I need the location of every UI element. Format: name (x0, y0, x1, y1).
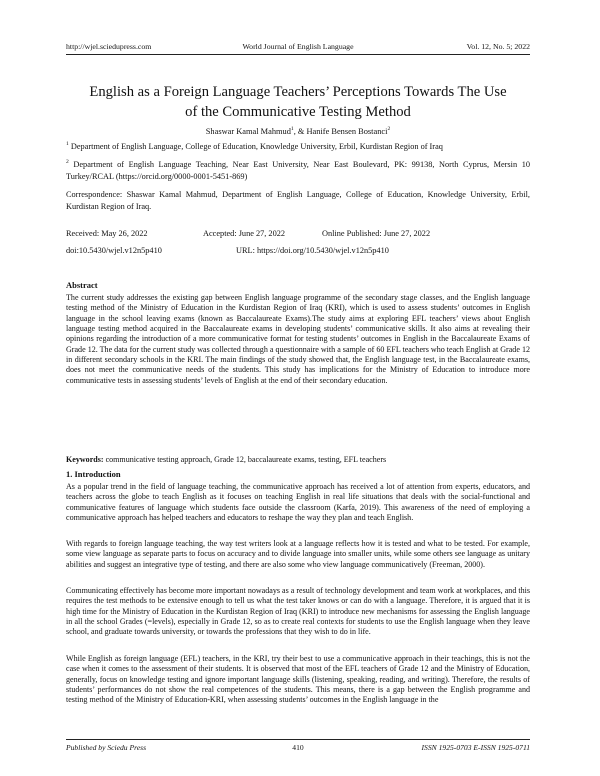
author-1-affiliation-mark: 1 (290, 126, 294, 133)
intro-paragraph-4: While English as foreign language (EFL) teachers, in the KRI, try their best to use a communicative approach in their teachings, this is not the case when it comes to the assessment of their students. It is observed that most of the EFL teachers of Grade 12 and the Ministry of Education, generally, focus on knowledge testing and ignore important language skills (listening, speaking, reading, and writing). Therefore, the results of students’ performances do not show the real competences of the students. This means, there is a gap between the English programme and testing method of the Ministry of Education-KRI, when assessing students’ outcomes in the English language in the (66, 654, 530, 705)
received-date: Received: May 26, 2022 (66, 229, 148, 238)
author-2: Hanife Bensen Bostanci (306, 127, 388, 136)
affiliation-1-text: Department of English Language, College of Education, Knowledge University, Erbil, Kurdistan Region of Iraq (68, 142, 443, 151)
footer-rule (66, 739, 530, 740)
accepted-date: Accepted: June 27, 2022 (203, 229, 286, 238)
keywords-label: Keywords: (66, 455, 104, 464)
affiliation-2-text: Department of English Language Teaching, Near East University, Near East Boulevard, PK: 99138, North Cyprus, Mersin 10 Turkey/RCAL (https://orcid.org/0000-0001-5451-869) (66, 160, 530, 181)
abstract-heading: Abstract (66, 280, 98, 290)
keywords-text: communicative testing approach, Grade 12, baccalaureate exams, testing, EFL teachers (103, 455, 387, 464)
doi-url[interactable]: URL: https://doi.org/10.5430/wjel.v12n5p410 (236, 246, 389, 255)
journal-url[interactable]: http://wjel.sciedupress.com (66, 42, 152, 51)
intro-paragraph-3: Communicating effectively has become more important nowadays as a result of technology development and team work at workplaces, and this requires the test methods to be extensive enough to tell us what the test taker knows or can do with a language. Therefore, it is argued that it is high time for the Ministry of Education in the Kurdistan Region of Iraq (KRI) to introduce new mechanisms for assessing the English language in all the school Grades (=levels), especially in Grade 12, so as to create real contexts for students to use the English language when they leave school, and graduate towards university, or towards the professions that they wish to do in life. (66, 586, 530, 637)
title-line-2: of the Communicative Testing Method (185, 104, 411, 120)
title-line-1: English as a Foreign Language Teachers’ Perceptions Towards The Use (89, 84, 507, 100)
keywords (66, 454, 530, 465)
intro-paragraph-2: With regards to foreign language teaching, the way test writers look at a language reflects how it is tested and what to be tested. For example, some view language as separate parts to focus on accuracy and to divide language into smaller units, while some others see language as unitary abilities and suggest an integrative type of testing, and there are also some who view language communicatively (Freeman, 2000). (66, 539, 530, 569)
journal-name: World Journal of English Language (242, 42, 354, 51)
author-list (66, 126, 530, 138)
abstract-body: The current study addresses the existing gap between English language programme of the secondary stage classes, and the English language testing method of the Ministry of Education in the Kurdistan Region of Iraq (KRI), which is used to assess students’ outcomes in English language in the school leaving exams (known as Baccalaureate Exams).The study aims at exploring EFL teachers’ views about English language testing method acquired in the Baccalaureate exams in developing students’ communicative skills. It also aims at revealing their opinions regarding the introduction of a more communicative format for testing students’ outcomes in English in the Baccalaureate Exams of Grade 12. The data for the current study was collected through a questionnaire with a sample of 60 EFL teachers who teach English at Grade 12 in different secondary schools in the KRI. The main findings of the study showed that, the English language test, in the Baccalaureate exams, does not meet the communicative needs of the students. This study has implications for the Ministry of Education to introduce more communicative tests in assessing students’ levels of English at the end of their secondary education. (66, 293, 530, 385)
paper-title (66, 82, 530, 122)
affiliation-2-mark: 2 (66, 159, 69, 166)
header-rule (66, 54, 530, 55)
section-heading-introduction: 1. Introduction (66, 469, 121, 479)
issue-info: Vol. 12, No. 5; 2022 (466, 42, 530, 51)
doi-line (66, 245, 530, 257)
doi[interactable]: doi:10.5430/wjel.v12n5p410 (66, 246, 162, 255)
correspondence: Correspondence: Shaswar Kamal Mahmud, Department of English Language, College of Education, Knowledge University, Erbil, Kurdistan Region of Iraq. (66, 190, 530, 211)
affiliation-2 (66, 159, 530, 182)
intro-paragraph-1: As a popular trend in the field of language teaching, the communicative approach has received a lot of attention from experts, educators, and teachers across the globe to teach English as it focuses on teaching English in real life situations that deals with the social-functional and communicative features of language which students face outside the classroom (Karfa, 2019). This awareness of the need of employing a communicative approach has helped teachers and educators to reshape the way they plan and teach English. (66, 482, 530, 523)
publication-dates (66, 228, 530, 240)
running-header (66, 41, 530, 53)
author-2-affiliation-mark: 2 (387, 126, 391, 133)
page-number: 410 (292, 743, 304, 752)
author-1: Shaswar Kamal Mahmud (205, 127, 291, 136)
affiliation-1-mark: 1 (66, 141, 69, 148)
published-date: Online Published: June 27, 2022 (322, 229, 431, 238)
publisher: Published by Sciedu Press (66, 743, 147, 752)
issn: ISSN 1925-0703 E-ISSN 1925-0711 (421, 743, 530, 752)
affiliation-1 (66, 141, 530, 153)
author-separator: , & (293, 127, 307, 136)
page-footer (66, 742, 530, 754)
